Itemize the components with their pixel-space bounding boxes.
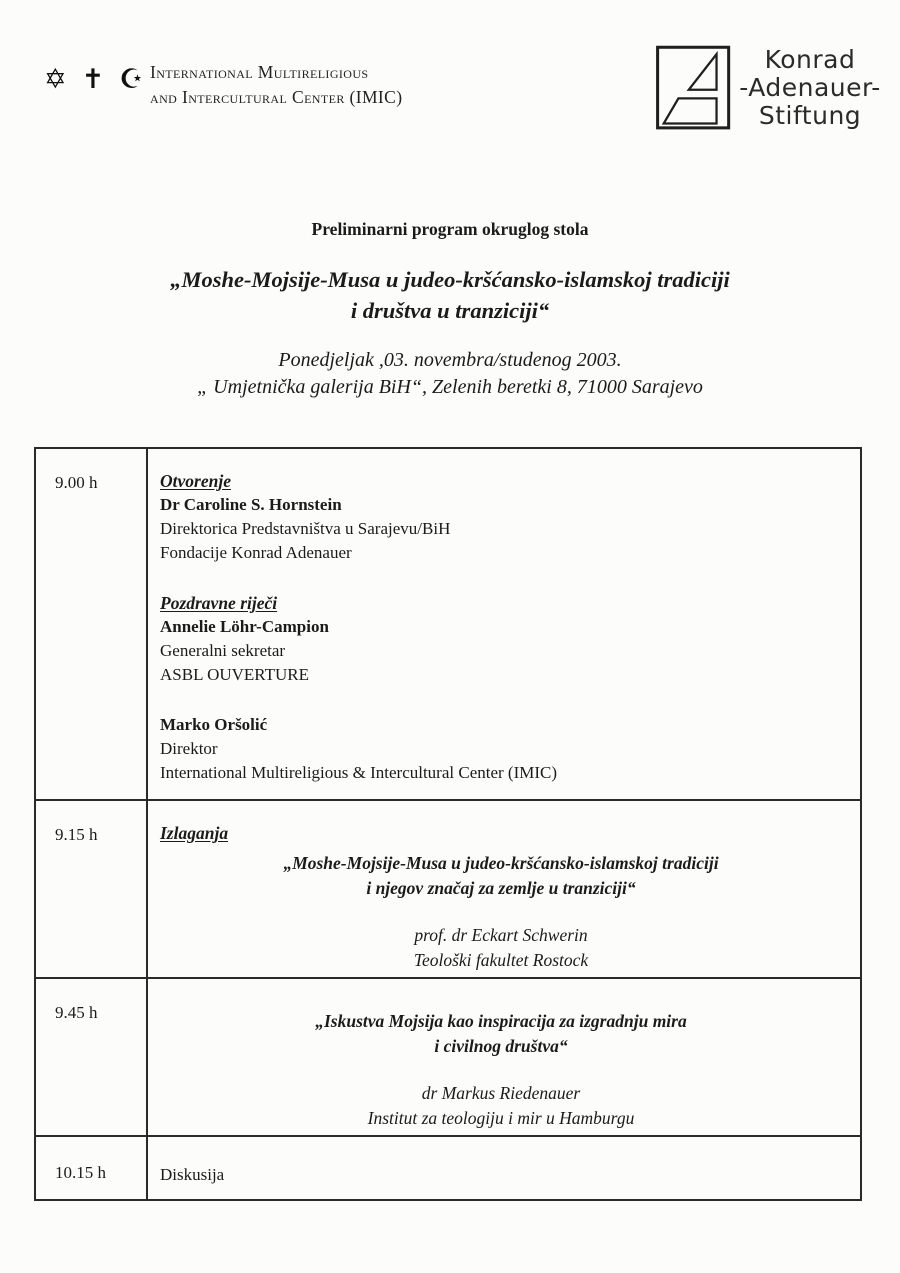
speaker-name: prof. dr Eckart Schwerin	[414, 925, 588, 945]
kas-logo-wordmark	[735, 46, 885, 130]
cross-icon: ✝	[81, 64, 105, 95]
talk-speaker-block	[160, 1081, 842, 1131]
kas-wordmark-line1: Konrad	[764, 45, 856, 74]
session-heading: Izlaganja	[160, 823, 229, 843]
round-table-title	[0, 264, 900, 326]
kas-wordmark-line3: Stiftung	[758, 101, 862, 130]
talk-title-line1: „Moshe-Mojsije-Musa u judeo-kršćansko-islamskoj tradiciji	[283, 853, 719, 873]
session-label: Diskusija	[160, 1165, 225, 1184]
religious-symbols-group	[44, 64, 143, 95]
kas-logo-icon	[655, 44, 733, 132]
table-row	[36, 799, 860, 977]
event-venue: „ Umjetnička galerija BiH“, Zelenih beretki 8, 71000 Sarajevo	[197, 376, 703, 398]
session-heading: Pozdravne riječi	[160, 593, 278, 613]
kas-logo-mark	[655, 44, 733, 132]
star-and-crescent-icon: ☪	[119, 64, 144, 95]
speaker-role: Direktorica Predstavništva u Sarajevu/BiH	[160, 519, 451, 538]
speaker-affiliation: Institut za teologiju i mir u Hamburgu	[367, 1108, 635, 1128]
program-table	[34, 447, 862, 1201]
time-cell: 9.15 h	[36, 801, 148, 977]
speaker-name: dr Markus Riedenauer	[421, 1083, 581, 1103]
speaker-org: International Multireligious & Intercultural Center (IMIC)	[160, 763, 558, 782]
speaker-affiliation: Teološki fakultet Rostock	[413, 950, 589, 970]
time-cell: 9.45 h	[36, 979, 148, 1135]
talk-title	[160, 851, 842, 901]
session-heading: Otvorenje	[160, 471, 231, 491]
speaker-role: Direktor	[160, 739, 218, 758]
round-table-title-line2: i društva u tranziciji“	[350, 298, 550, 323]
greetings-group-2	[160, 713, 842, 785]
table-row	[36, 1135, 860, 1199]
speaker-name: Marko Oršolić	[160, 715, 268, 734]
table-row	[36, 449, 860, 799]
session-cell	[148, 1137, 860, 1199]
org-name-line1: International Multireligious	[150, 62, 369, 82]
org-name-line2: and Intercultural Center (IMIC)	[150, 86, 403, 107]
opening-group	[160, 469, 842, 565]
speaker-name: Dr Caroline S. Hornstein	[160, 495, 342, 514]
speaker-role: Generalni sekretar	[160, 641, 286, 660]
event-date: Ponedjeljak ,03. novembra/studenog 2003.	[278, 349, 622, 371]
session-cell	[148, 801, 860, 977]
talk-title-line1: „Iskustva Mojsija kao inspiracija za izgradnju mira	[315, 1011, 687, 1031]
speaker-org: Fondacije Konrad Adenauer	[160, 543, 352, 562]
talk-title	[160, 1009, 842, 1059]
greetings-group-1	[160, 591, 842, 687]
program-kicker: Preliminarni program okruglog stola	[311, 219, 589, 239]
time-cell: 9.00 h	[36, 449, 148, 799]
kas-wordmark-line2: -Adenauer-	[739, 73, 881, 102]
speaker-name: Annelie Löhr-Campion	[160, 617, 329, 636]
date-venue-block	[0, 347, 900, 401]
talk-title-line2: i njegov značaj za zemlje u tranziciji“	[366, 878, 636, 898]
org-name	[150, 60, 402, 110]
star-of-david-icon: ✡	[44, 64, 67, 95]
talk-title-line2: i civilnog društva“	[434, 1036, 568, 1056]
talk-speaker-block	[160, 923, 842, 973]
session-cell	[148, 979, 860, 1135]
table-row	[36, 977, 860, 1135]
time-cell: 10.15 h	[36, 1137, 148, 1199]
speaker-org: ASBL OUVERTURE	[160, 665, 309, 684]
round-table-title-line1: „Moshe-Mojsije-Musa u judeo-kršćansko-islamskoj tradiciji	[170, 267, 730, 292]
session-cell	[148, 449, 860, 799]
